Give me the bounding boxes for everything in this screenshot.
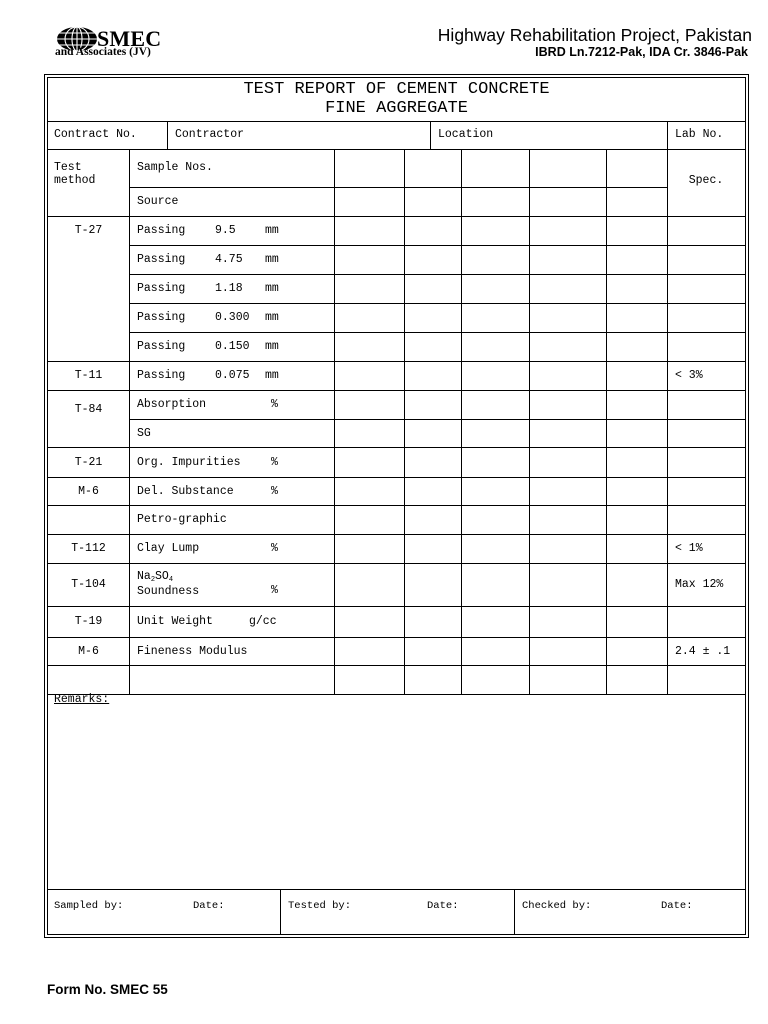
lab-no-label: Lab No.	[675, 128, 724, 141]
divider	[48, 534, 745, 535]
divider	[48, 505, 745, 506]
report-title-line2: FINE AGGREGATE	[325, 99, 468, 118]
divider	[48, 361, 745, 362]
divider	[129, 274, 745, 275]
property-formula-subscript: 2	[150, 576, 156, 584]
test-method-label: T-112	[71, 542, 106, 555]
property-formula: Na	[137, 570, 151, 583]
divider	[129, 149, 130, 694]
property-cell	[137, 571, 199, 598]
property-label: Soundness	[137, 585, 200, 598]
report-title	[48, 80, 745, 118]
project-title: Highway Rehabilitation Project, Pakistan	[437, 25, 752, 45]
test-method-label: T-27	[74, 224, 103, 237]
tested-by-label: Tested by:	[288, 900, 352, 912]
unit-label: %	[271, 485, 278, 498]
property-formula: SO	[155, 570, 169, 583]
checked-by-label: Checked by:	[522, 900, 592, 912]
unit-label: mm	[265, 224, 279, 237]
property-label: Petro-graphic	[137, 513, 227, 526]
unit-label: %	[271, 584, 278, 597]
location-label: Location	[438, 128, 494, 141]
property-label: Fineness Modulus	[137, 645, 248, 658]
test-method-header: Test method	[54, 161, 96, 187]
logo-name: SMEC	[97, 26, 162, 51]
form-number: Form No. SMEC 55	[47, 982, 168, 997]
divider	[667, 149, 668, 694]
unit-label: mm	[265, 282, 279, 295]
logo-subtitle: and Associates (JV)	[55, 46, 151, 58]
property-label: Passing	[137, 253, 186, 266]
divider	[529, 149, 530, 694]
unit-label: %	[271, 398, 278, 411]
property-label: Clay Lump	[137, 542, 200, 555]
report-form	[47, 77, 746, 935]
divider	[129, 303, 745, 304]
sampled-by-label: Sampled by:	[54, 900, 124, 912]
divider	[48, 121, 745, 122]
sieve-size: 0.075	[215, 369, 250, 382]
spec-value: 2.4 ± .1	[675, 645, 731, 658]
sample-nos-header: Sample Nos.	[137, 161, 213, 174]
smec-logo	[55, 26, 195, 62]
source-header: Source	[137, 195, 179, 208]
property-label: Del. Substance	[137, 485, 234, 498]
sieve-size: 0.300	[215, 311, 250, 324]
sieve-size: 9.5	[215, 224, 236, 237]
sieve-size: 1.18	[215, 282, 243, 295]
test-method-label: T-84	[74, 403, 103, 416]
property-label: Passing	[137, 369, 186, 382]
divider	[461, 149, 462, 694]
divider	[280, 889, 281, 935]
tested-date-label: Date:	[427, 900, 459, 912]
divider	[129, 332, 745, 333]
property-label: Passing	[137, 311, 186, 324]
test-method-label: M-6	[78, 645, 99, 658]
divider	[48, 390, 745, 391]
property-label: Passing	[137, 282, 186, 295]
divider	[129, 419, 745, 420]
divider	[48, 637, 745, 638]
checked-date-label: Date:	[661, 900, 693, 912]
unit-label: %	[271, 456, 278, 469]
property-label: Passing	[137, 340, 186, 353]
divider	[334, 149, 335, 694]
spec-value: Max 12%	[675, 578, 724, 591]
property-label: Passing	[137, 224, 186, 237]
unit-label: %	[271, 542, 278, 555]
divider	[667, 121, 668, 149]
contractor-label: Contractor	[175, 128, 245, 141]
property-label: Absorption	[137, 398, 207, 411]
contract-no-label: Contract No.	[54, 128, 137, 141]
test-method-label: T-104	[71, 578, 106, 591]
unit-label: mm	[265, 340, 279, 353]
divider	[514, 889, 515, 935]
unit-label: g/cc	[249, 615, 277, 628]
property-label: Org. Impurities	[137, 456, 241, 469]
test-method-label: M-6	[78, 485, 99, 498]
divider	[48, 694, 745, 695]
unit-label: mm	[265, 369, 279, 382]
divider	[48, 606, 745, 607]
sieve-size: 4.75	[215, 253, 243, 266]
test-method-label: T-11	[74, 369, 103, 382]
test-method-label: T-19	[74, 615, 103, 628]
sieve-size: 0.150	[215, 340, 250, 353]
unit-label: mm	[265, 253, 279, 266]
divider	[48, 216, 745, 217]
spec-header: Spec.	[688, 174, 724, 187]
divider	[606, 149, 607, 694]
remarks-label: Remarks:	[54, 693, 110, 706]
test-method-label: T-21	[74, 456, 103, 469]
divider	[430, 121, 431, 149]
project-subtitle: IBRD Ln.7212-Pak, IDA Cr. 3846-Pak	[535, 45, 748, 59]
divider	[48, 447, 745, 448]
property-label: SG	[137, 427, 151, 440]
divider	[48, 665, 745, 666]
divider	[129, 245, 745, 246]
sampled-date-label: Date:	[193, 900, 225, 912]
property-formula-subscript: 4	[168, 576, 174, 584]
spec-value: < 1%	[675, 542, 703, 555]
divider	[48, 149, 745, 150]
divider	[129, 187, 667, 188]
divider	[167, 121, 168, 149]
divider	[48, 889, 745, 890]
report-title-line1: TEST REPORT OF CEMENT CONCRETE	[243, 80, 550, 99]
divider	[48, 563, 745, 564]
divider	[404, 149, 405, 694]
spec-value: < 3%	[675, 369, 703, 382]
unit-label: mm	[265, 311, 279, 324]
divider	[48, 477, 745, 478]
property-label: Unit Weight	[137, 615, 213, 628]
